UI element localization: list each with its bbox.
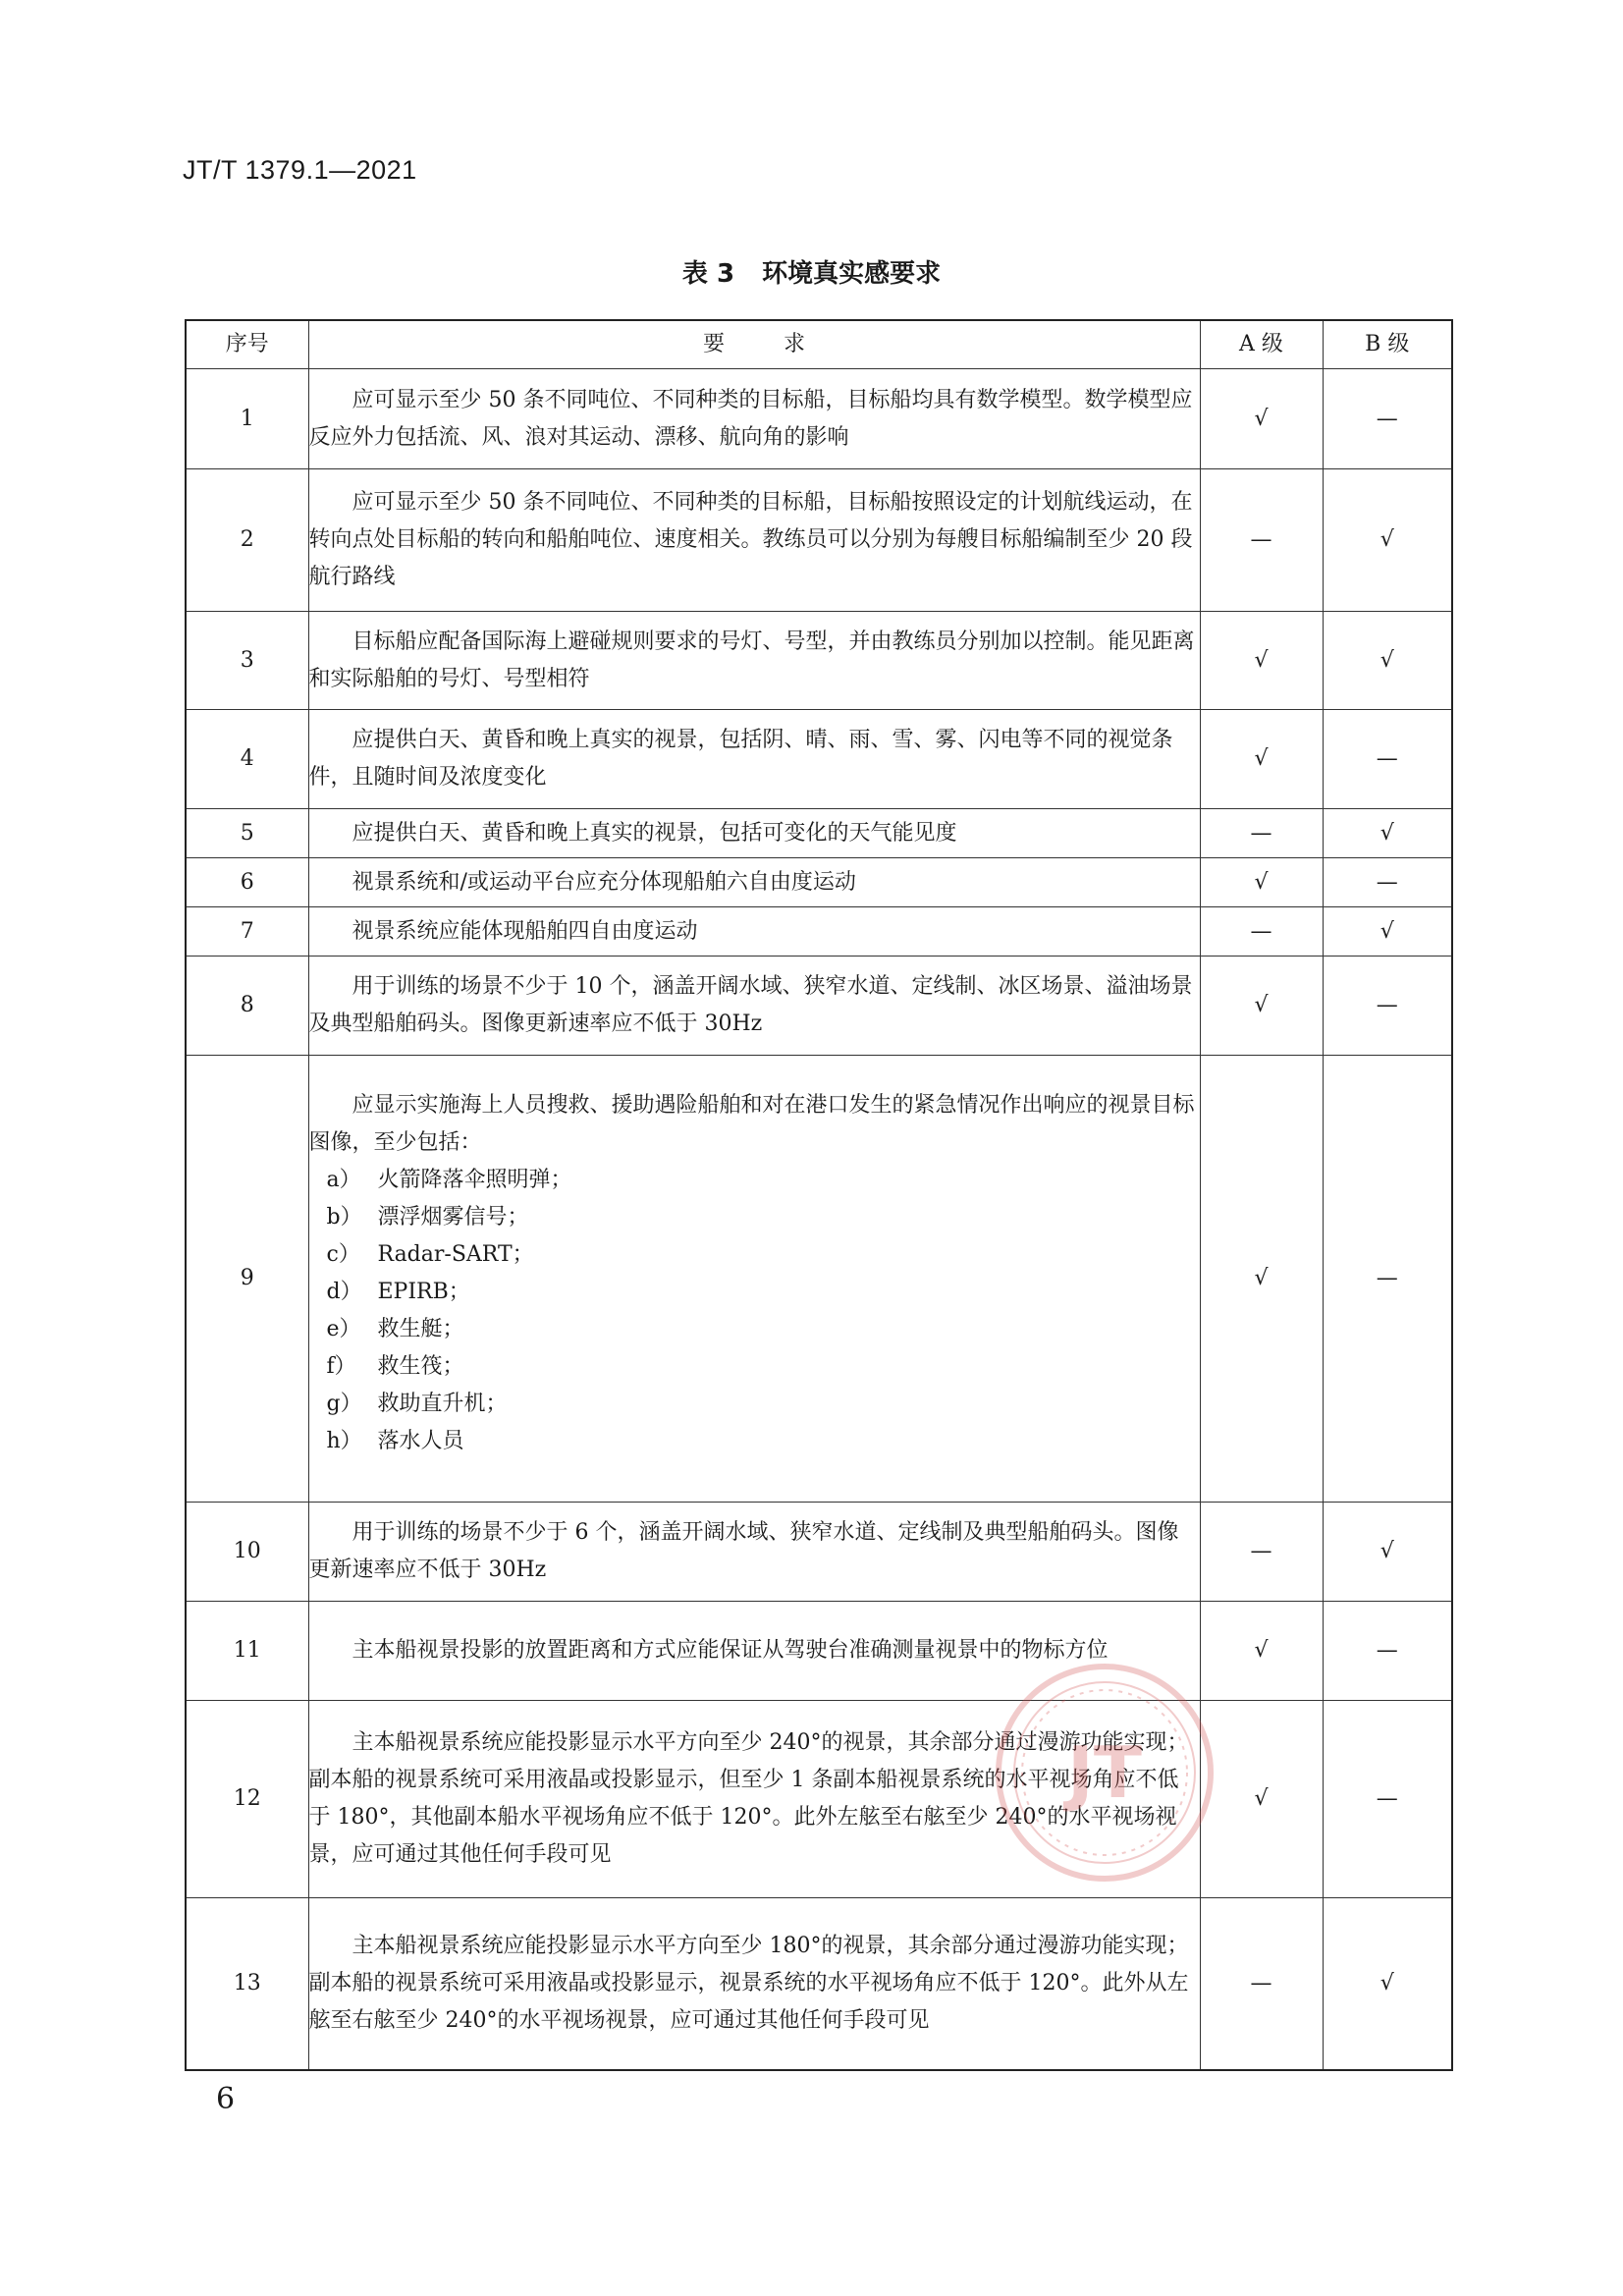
table-row [186,1056,1452,1503]
list-item-label: e） [326,1317,361,1341]
grade-b-mark: √ [1323,907,1452,957]
requirement-paragraph: 应可显示至少 50 条不同吨位、不同种类的目标船，目标船均具有数学模型。数学模型应反应外力包括流、风、浪对其运动、漂移、航向角的影响 [308,387,1193,450]
list-item [309,1386,1200,1423]
requirements-table [185,319,1453,2071]
requirement-paragraph: 主本船视景投影的放置距离和方式应能保证从驾驶台准确测量视景中的物标方位 [352,1638,1109,1663]
requirement-paragraph: 应显示实施海上人员搜救、援助遇险船舶和对在港口发生的紧急情况作出响应的视景目标图像，至少包括： [308,1093,1195,1155]
list-item-text: 漂浮烟雾信号； [377,1205,529,1230]
list-item-label: a） [326,1168,361,1192]
table-row [186,907,1452,957]
grade-a-mark: √ [1200,1056,1323,1503]
requirement-text [308,1503,1200,1602]
row-number: 7 [186,907,308,957]
requirement-paragraph: 目标船应配备国际海上避碰规则要求的号灯、号型，并由教练员分别加以控制。能见距离和实际船舶的号灯、号型相符 [308,629,1195,691]
grade-b-mark: — [1323,858,1452,907]
table-caption [0,253,1623,290]
row-number: 2 [186,469,308,612]
table-row [186,710,1452,809]
grade-b-mark: — [1323,1701,1452,1898]
requirement-text [308,612,1200,710]
list-item [309,1311,1200,1348]
header-grade-b: B 级 [1323,320,1452,369]
list-item-text: 救助直升机； [377,1392,508,1416]
table-row [186,1898,1452,2070]
row-number: 8 [186,957,308,1056]
row-number: 4 [186,710,308,809]
requirement-text [308,858,1200,907]
grade-b-mark: √ [1323,469,1452,612]
row-number: 12 [186,1701,308,1898]
table-row [186,1701,1452,1898]
row-number: 3 [186,612,308,710]
requirement-paragraph: 应可显示至少 50 条不同吨位、不同种类的目标船，目标船按照设定的计划航线运动，在转向点处目标船的转向和船舶吨位、速度相关。教练员可以分别为每艘目标船编制至少 20 段航行路线 [308,490,1193,589]
table-header-row [186,320,1452,369]
requirement-text [308,907,1200,957]
grade-a-mark: — [1200,809,1323,858]
list-item [309,1274,1200,1311]
grade-b-mark: √ [1323,809,1452,858]
grade-a-mark: √ [1200,957,1323,1056]
row-number: 9 [186,1056,308,1503]
requirement-text [308,809,1200,858]
grade-b-mark: √ [1323,1503,1452,1602]
table-row [186,1602,1452,1701]
requirement-paragraph: 应提供白天、黄昏和晚上真实的视景，包括可变化的天气能见度 [352,820,957,846]
row-number: 1 [186,369,308,469]
list-item-label: d） [326,1280,362,1304]
grade-b-mark: — [1323,1602,1452,1701]
row-number: 6 [186,858,308,907]
list-item-label: f） [326,1354,356,1379]
requirement-text [308,369,1200,469]
list-item-text: 救生筏； [377,1354,464,1379]
table-caption-number: 表 3 [681,259,735,289]
requirement-text [308,469,1200,612]
requirement-text [308,1898,1200,2070]
list-item-text: 火箭降落伞照明弹； [377,1168,572,1192]
list-item-label: g） [326,1392,362,1416]
table-row [186,612,1452,710]
list-item-label: c） [326,1242,360,1267]
list-item [309,1162,1200,1199]
list-item [309,1348,1200,1386]
requirement-text [308,957,1200,1056]
list-item-label: b） [326,1205,362,1230]
list-item-text: Radar-SART； [377,1242,534,1267]
requirement-text [308,1056,1200,1503]
watermark-seal [992,1660,1217,1886]
page-number: 6 [216,2082,236,2116]
list-item-label: h） [326,1429,362,1453]
document-id: JT/T 1379.1—2021 [183,155,417,185]
header-grade-a: A 级 [1200,320,1323,369]
grade-a-mark: √ [1200,612,1323,710]
requirement-paragraph: 用于训练的场景不少于 6 个，涵盖开阔水域、狭窄水道、定线制及典型船舶码头。图像更新速率应不低于 30Hz [308,1520,1179,1582]
list-item [309,1236,1200,1274]
svg-text:JT: JT [1067,1731,1142,1814]
grade-a-mark: — [1200,1503,1323,1602]
table-row [186,957,1452,1056]
requirement-paragraph: 应提供白天、黄昏和晚上真实的视景，包括阴、晴、雨、雪、雾、闪电等不同的视觉条件，且随时间及浓度变化 [308,728,1173,790]
row-number: 11 [186,1602,308,1701]
grade-a-mark: — [1200,1898,1323,2070]
row-number: 10 [186,1503,308,1602]
grade-b-mark: √ [1323,1898,1452,2070]
list-item-text: 救生艇； [377,1317,464,1341]
list-item [309,1423,1200,1460]
row-number: 5 [186,809,308,858]
table-row [186,369,1452,469]
grade-a-mark: √ [1200,1701,1323,1898]
table-row [186,1503,1452,1602]
list-item-text: EPIRB； [377,1280,470,1304]
grade-b-mark: — [1323,369,1452,469]
grade-b-mark: — [1323,957,1452,1056]
grade-b-mark: √ [1323,612,1452,710]
grade-a-mark: √ [1200,710,1323,809]
requirement-text [308,710,1200,809]
table-caption-title: 环境真实感要求 [762,259,942,289]
list-item-text: 落水人员 [377,1429,464,1453]
requirement-paragraph: 用于训练的场景不少于 10 个，涵盖开阔水域、狭窄水道、定线制、冰区场景、溢油场景及典型船舶码头。图像更新速率应不低于 30Hz [308,974,1193,1036]
grade-a-mark: √ [1200,1602,1323,1701]
grade-b-mark: — [1323,710,1452,809]
requirement-paragraph: 主本船视景系统应能投影显示水平方向至少 240°的视景，其余部分通过漫游功能实现；副本船的视景系统可采用液晶或投影显示，但至少 1 条副本船视景系统的水平视场角应不低于 180°，其他副本船水平视场角应不低于 120°。此外左舷至右舷至少 240°的水平视场视景，应可通过其他任何手段可见 [308,1730,1189,1867]
requirement-paragraph: 视景系统应能体现船舶四自由度运动 [352,918,698,944]
grade-b-mark: — [1323,1056,1452,1503]
grade-a-mark: — [1200,907,1323,957]
header-number: 序号 [186,320,308,369]
grade-a-mark: √ [1200,858,1323,907]
table-row [186,809,1452,858]
grade-a-mark: — [1200,469,1323,612]
header-requirement: 要求 [308,320,1200,369]
list-item [309,1199,1200,1236]
requirement-paragraph: 主本船视景系统应能投影显示水平方向至少 180°的视景，其余部分通过漫游功能实现；副本船的视景系统可采用液晶或投影显示，视景系统的水平视场角应不低于 120°。此外从左舷至右舷至少 240°的水平视场视景，应可通过其他任何手段可见 [308,1933,1189,2033]
table-row [186,858,1452,907]
requirement-paragraph: 视景系统和/或运动平台应充分体现船舶六自由度运动 [352,869,856,895]
grade-a-mark: √ [1200,369,1323,469]
table-row [186,469,1452,612]
row-number: 13 [186,1898,308,2070]
